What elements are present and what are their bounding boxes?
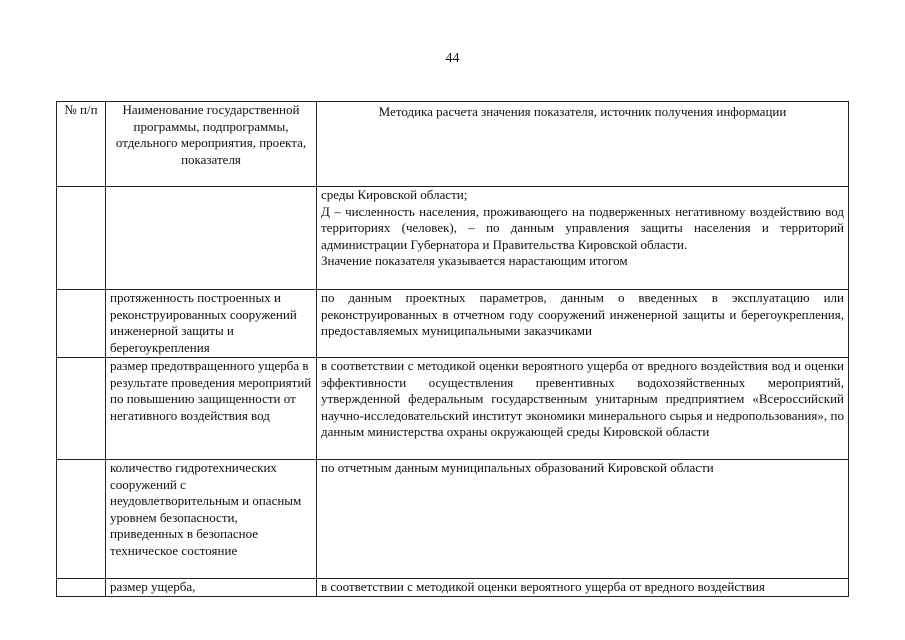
row-name: количество гидротехнических сооружений с неудовлетворительным и опасным уровнем безопасности, приведенных в безопасное техническое состояние [106, 460, 317, 579]
header-number: № п/п [57, 102, 106, 187]
row-method: по данным проектных параметров, данным о введенных в эксплуатацию или реконструированных в отчетном году сооружений инженерной защиты и берегоукрепления, предоставляемых муниципальными заказчиками [317, 290, 849, 358]
row-number [57, 290, 106, 358]
row-number [57, 187, 106, 290]
table-row [57, 460, 849, 579]
indicator-table [56, 101, 849, 597]
row-method [317, 187, 849, 290]
table-header-row [57, 102, 849, 187]
table-row [57, 187, 849, 290]
header-name: Наименование государственной программы, подпрограммы, отдельного мероприятия, проекта, показателя [106, 102, 317, 187]
row-method: в соответствии с методикой оценки вероятного ущерба от вредного воздействия [317, 579, 849, 597]
row-name [106, 187, 317, 290]
page-number: 44 [445, 51, 460, 66]
row-number [57, 358, 106, 460]
method-line: Значение показателя указывается нарастающим итогом [321, 253, 628, 268]
table-row [57, 358, 849, 460]
table-row [57, 290, 849, 358]
table-row [57, 579, 849, 597]
row-name: протяженность построенных и реконструированных сооружений инженерной защиты и берегоукрепления [106, 290, 317, 358]
row-method: по отчетным данным муниципальных образований Кировской области [317, 460, 849, 579]
header-method: Методика расчета значения показателя, источник получения информации [317, 102, 849, 187]
row-number [57, 460, 106, 579]
method-line: Д – численность населения, проживающего на подверженных негативному воздействию вод территориях (человек), – по данным управления защиты населения и территорий администрации Губернатора и Правительства Кировской области. [321, 203, 844, 252]
row-name: размер предотвращенного ущерба в результате проведения мероприятий по повышению защищенности от негативного воздействия вод [106, 358, 317, 460]
method-line: среды Кировской области; [321, 187, 468, 202]
row-number [57, 579, 106, 597]
row-name: размер ущерба, [106, 579, 317, 597]
row-method: в соответствии с методикой оценки вероятного ущерба от вредного воздействия вод и оценки эффективности осуществления превентивных водохозяйственных мероприятий, утвержденной федеральным государственным унитарным предприятием «Всероссийский научно-исследовательский институт экономики минерального сырья и недропользования», по данным министерства охраны окружающей среды Кировской области [317, 358, 849, 460]
